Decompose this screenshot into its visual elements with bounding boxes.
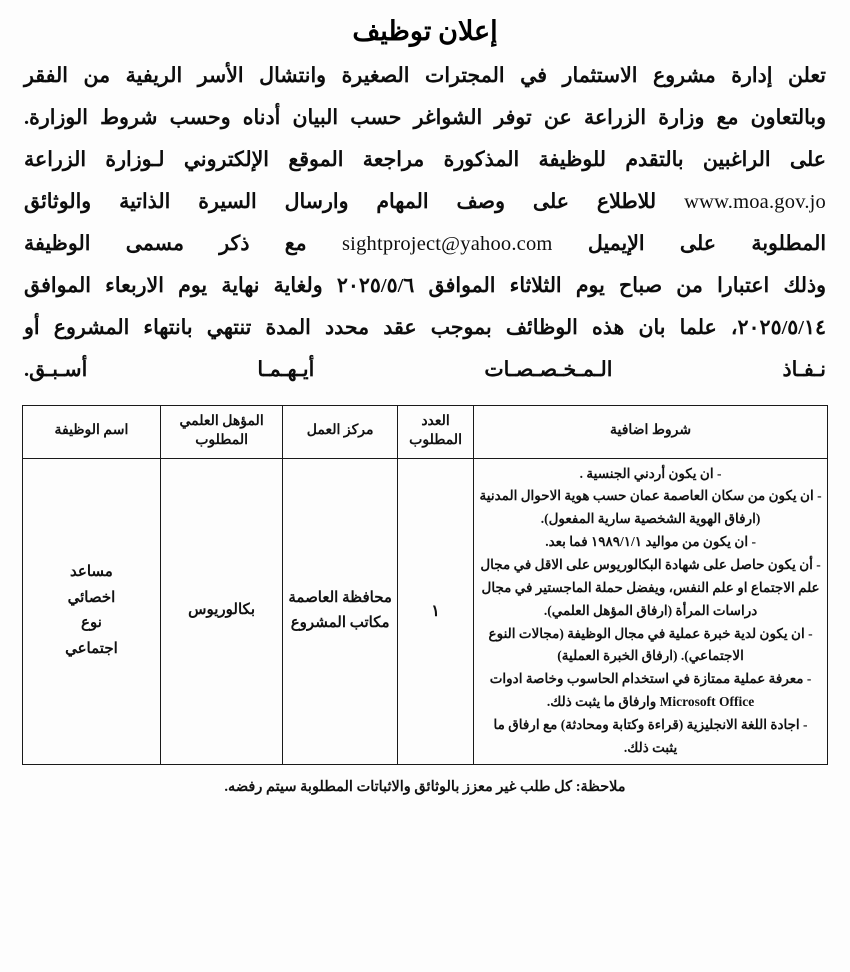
condition-item: الاجتماعي). (ارفاق الخبرة العملية) [557, 648, 744, 664]
header-workplace: مركز العمل [283, 405, 398, 458]
body-line-3: على الراغبين بالتقدم للوظيفة المذكورة مراجعة الموقع الإلكتروني لـوزارة الزراعة [24, 148, 826, 171]
condition-item: دراسات المرأة (ارفاق المؤهل العلمي). [543, 602, 758, 618]
announcement-body [22, 57, 828, 391]
table-head [23, 405, 828, 458]
body-line-4-text: للاطلاع على وصف المهام وارسال السيرة الذاتية والوثائق [24, 190, 657, 213]
condition-item: يثبت ذلك. [623, 739, 678, 755]
condition-item: - أن يكون حاصل على شهادة البكالوريوس على الاقل في مجال [480, 556, 821, 572]
footer-note: ملاحظة: كل طلب غير معزز بالوثائق والاثباتات المطلوبة سيتم رفضه. [224, 778, 626, 795]
job-name-line: اخصائي [67, 589, 116, 606]
table-body [23, 458, 828, 764]
table-header-row [23, 405, 828, 458]
job-name-line: اجتماعي [65, 640, 118, 657]
table-row [23, 458, 828, 764]
job-name-line: نوع [81, 615, 102, 632]
body-line-7: ٢٠٢٥/٥/١٤، علما بان هذه الوظائف بموجب عقد محدد المدة تنتهي بانتهاء المشروع أو [24, 316, 826, 339]
cell-qualification: بكالوريوس [160, 458, 282, 764]
workplace-line: محافظة العاصمة [288, 589, 392, 606]
job-name-line: مساعد [70, 564, 113, 581]
condition-item: (ارفاق الهوية الشخصية سارية المفعول). [540, 511, 761, 527]
condition-item: - ان يكون أردني الجنسية . [579, 465, 722, 481]
header-job-name: اسم الوظيفة [23, 405, 161, 458]
vacancy-table [22, 405, 828, 765]
body-line-4 [24, 183, 826, 223]
header-conditions: شروط اضافية [474, 405, 828, 458]
cell-conditions [474, 458, 828, 764]
contact-email-link[interactable]: sightproject@yahoo.com [342, 232, 553, 255]
condition-item: - ان يكون من سكان العاصمة عمان حسب هوية الاحوال المدنية [479, 488, 822, 504]
cell-job-name [23, 458, 161, 764]
cell-count: ١ [398, 458, 474, 764]
condition-item: Microsoft Office وارفاق ما يثبت ذلك. [546, 694, 755, 710]
body-line-6: وذلك اعتبارا من صباح يوم الثلاثاء الموافق ٢٠٢٥/٥/٦ ولغاية نهاية يوم الاربعاء الموافق [24, 274, 826, 297]
condition-item: - ان يكون لدية خبرة عملية في مجال الوظيفة (مجالات النوع [488, 625, 813, 641]
body-line-5 [24, 225, 826, 265]
cell-workplace [283, 458, 398, 764]
body-line-2: وبالتعاون مع وزارة الزراعة عن توفر الشواغر حسب البيان أدناه وحسب شروط الوزارة. [24, 106, 826, 129]
body-line-5-text: مع ذكر مسمى الوظيفة [24, 232, 307, 255]
header-count: العدد المطلوب [398, 405, 474, 458]
condition-item: - معرفة عملية ممتازة في استخدام الحاسوب وخاصة ادوات [489, 671, 812, 687]
email-line-prefix: المطلوبة على الإيميل [587, 232, 827, 255]
body-line-1: تعلن إدارة مشروع الاستثمار في المجترات الصغيرة وانتشال الأسر الريفية من الفقر [24, 65, 826, 87]
workplace-line: مكاتب المشروع [290, 615, 390, 632]
condition-item: علم الاجتماع او علم النفس، ويفضل حملة الماجستير في مجال [481, 579, 820, 595]
condition-item: - اجادة اللغة الانجليزية (قراءة وكتابة ومحادثة) مع ارفاق ما [493, 716, 808, 732]
page-title: إعلان توظيف [352, 16, 498, 46]
body-line-8: نـفـاذ الـمـخـصـصـات أيـهـمـا أسـبـق. [24, 358, 826, 381]
condition-item: - ان يكون من مواليد ١٩٨٩/١/١ فما بعد. [545, 534, 756, 550]
ministry-website-link[interactable]: www.moa.gov.jo [684, 190, 826, 213]
header-qualification: المؤهل العلمي المطلوب [160, 405, 282, 458]
